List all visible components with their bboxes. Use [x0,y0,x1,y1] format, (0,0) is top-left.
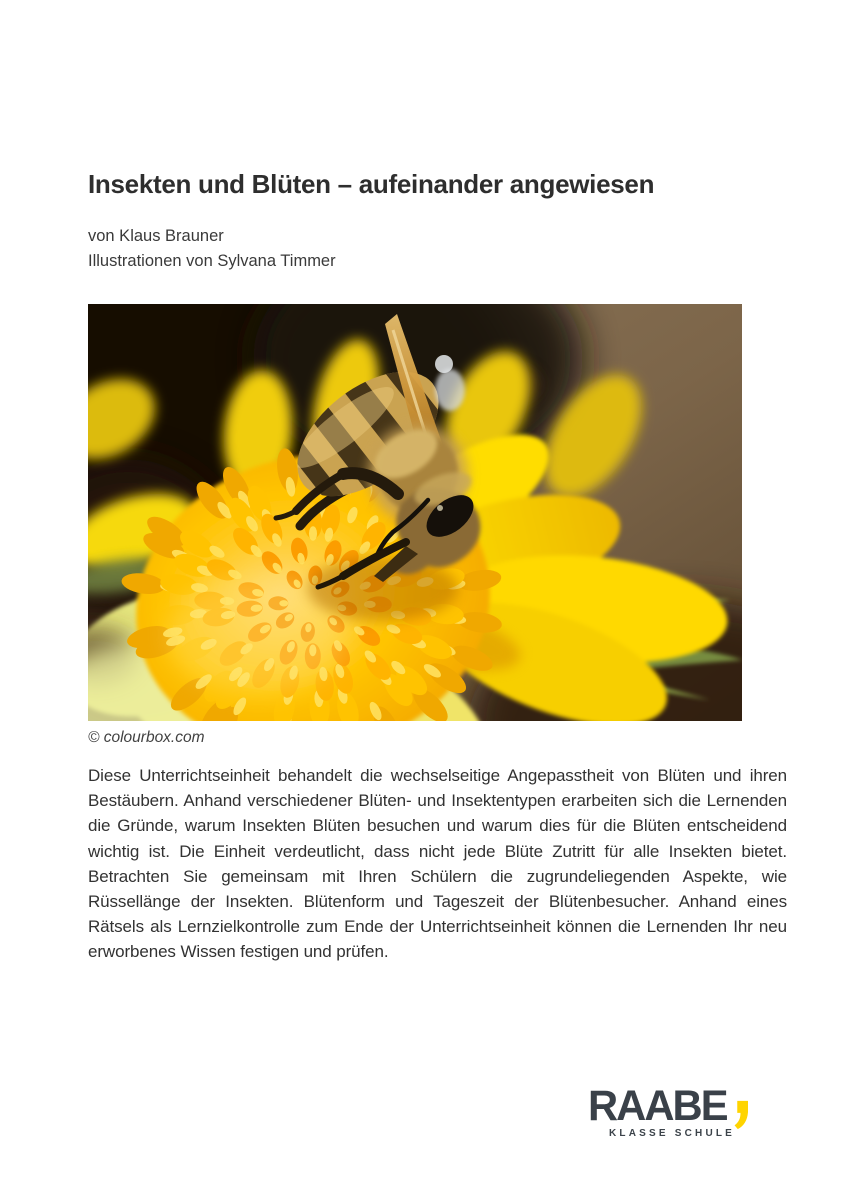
image-credit: © colourbox.com [88,729,205,746]
page-title: Insekten und Blüten – aufeinander angewiesen [88,169,655,199]
illustrator-line: Illustrationen von Sylvana Timmer [88,252,336,270]
byline [88,224,336,274]
bee-wing-hind [435,369,465,411]
author-line: von Klaus Brauner [88,227,224,245]
logo-wordmark: RAABE [588,1082,727,1130]
hero-photo [88,304,742,721]
bee-flower-photo-art [88,304,742,721]
intro-paragraph: Diese Unterrichtseinheit behandelt die wechselseitige Angepasstheit von Blüten und ihren Bestäubern. Anhand verschiedener Blüten- und Insektentypen erarbeiten sich die Lernenden die Gründe, warum Insekten Blüten besuchen und warum dies für die Blüten entscheidend wichtig ist. Die Einheit verdeutlicht, dass nicht jede Blüte Zutritt für alle Insekten bietet. Betrachten Sie gemeinsam mit Ihren Schülern die zugrundeliegenden Aspekte, wie Rüssellänge der Insekten. Blütenform und Tageszeit der Blütenbesucher. Anhand eines Rätsels als Lernzielkontrolle zum Ende der Unterrichtseinheit können die Lernenden Ihr neu erworbenes Wissen festigen und prüfen. [88,766,787,962]
logo-tagline: KLASSE SCHULE [609,1128,736,1139]
logo-comma-icon [734,1097,748,1133]
raabe-logo [588,1082,748,1139]
